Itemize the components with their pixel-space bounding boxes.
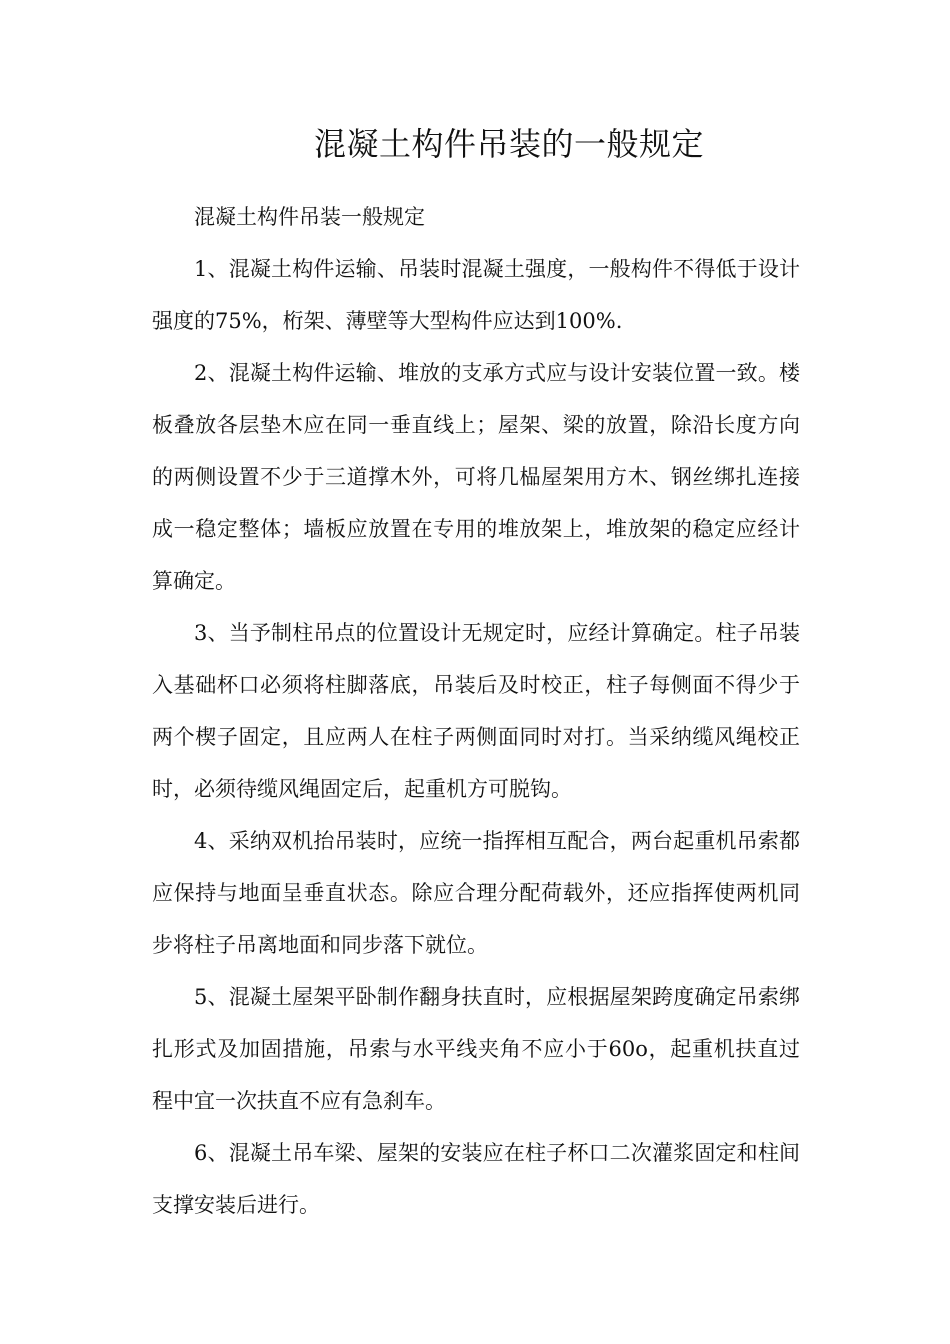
rule-paragraph-2: 2、混凝土构件运输、堆放的支承方式应与设计安装位置一致。楼板叠放各层垫木应在同一垂直线上；屋架、梁的放置，除沿长度方向的两侧设置不少于三道撑木外，可将几榀屋架用方木、钢丝绑扎连接成一稳定整体；墙板应放置在专用的堆放架上，堆放架的稳定应经计算确定。	[152, 361, 800, 593]
rule-paragraph-6: 6、混凝土吊车梁、屋架的安装应在柱子杯口二次灌浆固定和柱间支撑安装后进行。	[152, 1141, 800, 1217]
rule-paragraph-3: 3、当予制柱吊点的位置设计无规定时，应经计算确定。柱子吊装入基础杯口必须将柱脚落底，吊装后及时校正，柱子每侧面不得少于两个楔子固定，且应两人在柱子两侧面同时对打。当采纳缆风绳校正时，必须待缆风绳固定后，起重机方可脱钩。	[152, 621, 800, 801]
rule-paragraph-4: 4、采纳双机抬吊装时，应统一指挥相互配合，两台起重机吊索都应保持与地面呈垂直状态。除应合理分配荷载外，还应指挥使两机同步将柱子吊离地面和同步落下就位。	[152, 829, 800, 957]
subtitle-paragraph: 混凝土构件吊装一般规定	[194, 205, 425, 229]
document-body	[152, 191, 800, 1231]
document-title: 混凝土构件吊装的一般规定	[313, 125, 704, 163]
rule-paragraph-1: 1、混凝土构件运输、吊装时混凝土强度，一般构件不得低于设计强度的75%，桁架、薄壁等大型构件应达到100%.	[152, 257, 800, 333]
rule-paragraph-5: 5、混凝土屋架平卧制作翻身扶直时，应根据屋架跨度确定吊索绑扎形式及加固措施，吊索与水平线夹角不应小于60o，起重机扶直过程中宜一次扶直不应有急刹车。	[152, 985, 800, 1113]
